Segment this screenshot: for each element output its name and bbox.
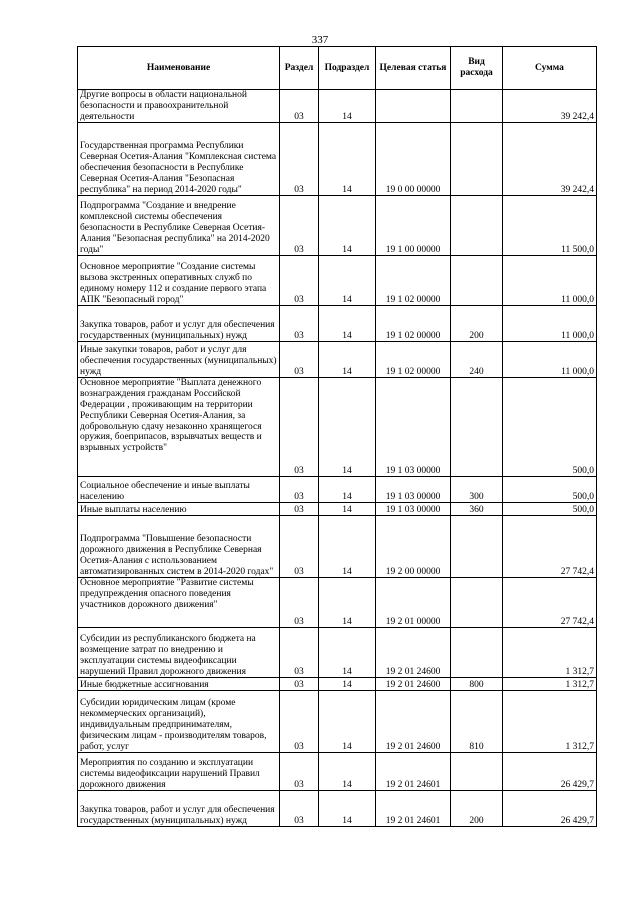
cell-target	[376, 90, 451, 123]
cell-target: 19 2 01 24601	[376, 791, 451, 827]
table-row	[78, 306, 597, 342]
table-row	[78, 477, 597, 503]
cell-name: Иные выплаты населению	[78, 503, 280, 516]
cell-sum: 1 312,7	[503, 691, 597, 753]
cell-sum: 500,0	[503, 378, 597, 477]
cell-section: 03	[280, 578, 319, 628]
cell-sum: 27 742,4	[503, 516, 597, 578]
cell-subsection: 14	[319, 691, 376, 753]
cell-target: 19 2 00 00000	[376, 516, 451, 578]
header-sum: Сумма	[503, 47, 597, 90]
header-name: Наименование	[78, 47, 280, 90]
cell-section: 03	[280, 628, 319, 678]
cell-expense: 360	[451, 503, 503, 516]
table-row	[78, 196, 597, 256]
cell-name: Иные закупки товаров, работ и услуг для обеспечения государственных (муниципальных) нужд	[78, 342, 280, 378]
cell-target: 19 1 02 00000	[376, 342, 451, 378]
cell-expense	[451, 628, 503, 678]
cell-subsection: 14	[319, 678, 376, 691]
cell-sum: 11 000,0	[503, 256, 597, 306]
cell-target: 19 1 03 00000	[376, 503, 451, 516]
cell-name: Закупка товаров, работ и услуг для обеспечения государственных (муниципальных) нужд	[78, 306, 280, 342]
cell-expense	[451, 516, 503, 578]
table-row	[78, 578, 597, 628]
header-subsection: Подраздел	[319, 47, 376, 90]
cell-sum: 27 742,4	[503, 578, 597, 628]
cell-sum: 11 500,0	[503, 196, 597, 256]
cell-section: 03	[280, 378, 319, 477]
cell-expense: 200	[451, 306, 503, 342]
cell-name: Закупка товаров, работ и услуг для обеспечения государственных (муниципальных) нужд	[78, 791, 280, 827]
cell-name: Основное мероприятие "Выплата денежного вознаграждения гражданам Российской Федерации , проживающим на территории Республики Северная Осетия-Алания, за добровольную сдачу незаконно хранящегося оружия, боеприпасов, взрывчатых веществ и взрывных устройств"	[78, 378, 280, 477]
cell-subsection: 14	[319, 90, 376, 123]
cell-target: 19 1 00 00000	[376, 196, 451, 256]
cell-name: Другие вопросы в области национальной безопасности и правоохранительной деятельности	[78, 90, 280, 123]
cell-name: Подпрограмма "Повышение безопасности дорожного движения в Республике Северная Осетия-Алания с использованием автоматизированных систем в 2014-2020 годах"	[78, 516, 280, 578]
cell-name: Социальное обеспечение и иные выплаты населению	[78, 477, 280, 503]
cell-target: 19 2 01 24600	[376, 628, 451, 678]
cell-expense: 800	[451, 678, 503, 691]
cell-target: 19 2 01 00000	[376, 578, 451, 628]
cell-name: Мероприятия по созданию и эксплуатации системы видеофиксации нарушений Правил дорожного движения	[78, 753, 280, 791]
cell-sum: 39 242,4	[503, 90, 597, 123]
table-row	[78, 378, 597, 477]
cell-expense	[451, 123, 503, 196]
cell-name: Субсидии из республиканского бюджета на возмещение затрат по внедрению и эксплуатации системы видеофиксации нарушений Правил дорожного движения	[78, 628, 280, 678]
header-target: Целевая статья	[376, 47, 451, 90]
cell-expense	[451, 196, 503, 256]
cell-subsection: 14	[319, 753, 376, 791]
page-number: 337	[311, 34, 329, 46]
cell-subsection: 14	[319, 628, 376, 678]
cell-subsection: 14	[319, 196, 376, 256]
cell-section: 03	[280, 678, 319, 691]
table-row	[78, 90, 597, 123]
cell-name: Государственная программа Республики Северная Осетия-Алания "Комплексная система обеспечения безопасности в Республике Северная Осетия-Алания "Безопасная республика" на период 2014-2020 годы"	[78, 123, 280, 196]
table-row	[78, 342, 597, 378]
table-row	[78, 791, 597, 827]
cell-sum: 26 429,7	[503, 753, 597, 791]
table-row	[78, 691, 597, 753]
cell-subsection: 14	[319, 503, 376, 516]
cell-name: Иные бюджетные ассигнования	[78, 678, 280, 691]
cell-section: 03	[280, 90, 319, 123]
cell-subsection: 14	[319, 791, 376, 827]
cell-subsection: 14	[319, 578, 376, 628]
cell-section: 03	[280, 791, 319, 827]
cell-subsection: 14	[319, 342, 376, 378]
table-row	[78, 678, 597, 691]
table-row	[78, 503, 597, 516]
cell-sum: 1 312,7	[503, 678, 597, 691]
cell-expense	[451, 578, 503, 628]
cell-sum: 500,0	[503, 503, 597, 516]
cell-target: 19 1 02 00000	[376, 306, 451, 342]
cell-expense	[451, 90, 503, 123]
table-row	[78, 628, 597, 678]
cell-subsection: 14	[319, 256, 376, 306]
table-row	[78, 516, 597, 578]
cell-section: 03	[280, 123, 319, 196]
cell-target: 19 2 01 24601	[376, 753, 451, 791]
cell-sum: 11 000,0	[503, 306, 597, 342]
cell-sum: 1 312,7	[503, 628, 597, 678]
cell-section: 03	[280, 256, 319, 306]
cell-name: Подпрограмма "Создание и внедрение комплексной системы обеспечения безопасности в Республике Северная Осетия-Алания "Безопасная республика" на 2014-2020 годы"	[78, 196, 280, 256]
cell-name: Основное мероприятие "Создание системы вызова экстренных оперативных служб по единому номеру 112 и создание первого этапа АПК "Безопасный город"	[78, 256, 280, 306]
cell-target: 19 1 02 00000	[376, 256, 451, 306]
table-row	[78, 256, 597, 306]
cell-subsection: 14	[319, 516, 376, 578]
header-expense: Вид расхода	[451, 47, 503, 90]
table-row	[78, 123, 597, 196]
cell-section: 03	[280, 503, 319, 516]
cell-expense: 200	[451, 791, 503, 827]
cell-expense	[451, 753, 503, 791]
table-row	[78, 753, 597, 791]
cell-subsection: 14	[319, 306, 376, 342]
cell-target: 19 2 01 24600	[376, 678, 451, 691]
cell-section: 03	[280, 477, 319, 503]
cell-section: 03	[280, 342, 319, 378]
cell-target: 19 1 03 00000	[376, 477, 451, 503]
cell-target: 19 0 00 00000	[376, 123, 451, 196]
cell-expense: 240	[451, 342, 503, 378]
cell-subsection: 14	[319, 477, 376, 503]
cell-section: 03	[280, 753, 319, 791]
cell-target: 19 1 03 00000	[376, 378, 451, 477]
cell-subsection: 14	[319, 378, 376, 477]
cell-expense	[451, 256, 503, 306]
budget-table	[77, 46, 597, 827]
cell-name: Субсидии юридическим лицам (кроме некоммерческих организаций), индивидуальным предпринимателям, физическим лицам - производителям товаров, работ, услуг	[78, 691, 280, 753]
cell-section: 03	[280, 691, 319, 753]
cell-section: 03	[280, 516, 319, 578]
cell-name: Основное мероприятие "Развитие системы предупреждения опасного поведения участников дорожного движения"	[78, 578, 280, 628]
cell-target: 19 2 01 24600	[376, 691, 451, 753]
cell-sum: 500,0	[503, 477, 597, 503]
cell-section: 03	[280, 196, 319, 256]
cell-sum: 26 429,7	[503, 791, 597, 827]
cell-sum: 11 000,0	[503, 342, 597, 378]
cell-sum: 39 242,4	[503, 123, 597, 196]
cell-expense	[451, 378, 503, 477]
cell-section: 03	[280, 306, 319, 342]
cell-subsection: 14	[319, 123, 376, 196]
cell-expense: 810	[451, 691, 503, 753]
header-row	[78, 47, 597, 90]
cell-expense: 300	[451, 477, 503, 503]
header-section: Раздел	[280, 47, 319, 90]
